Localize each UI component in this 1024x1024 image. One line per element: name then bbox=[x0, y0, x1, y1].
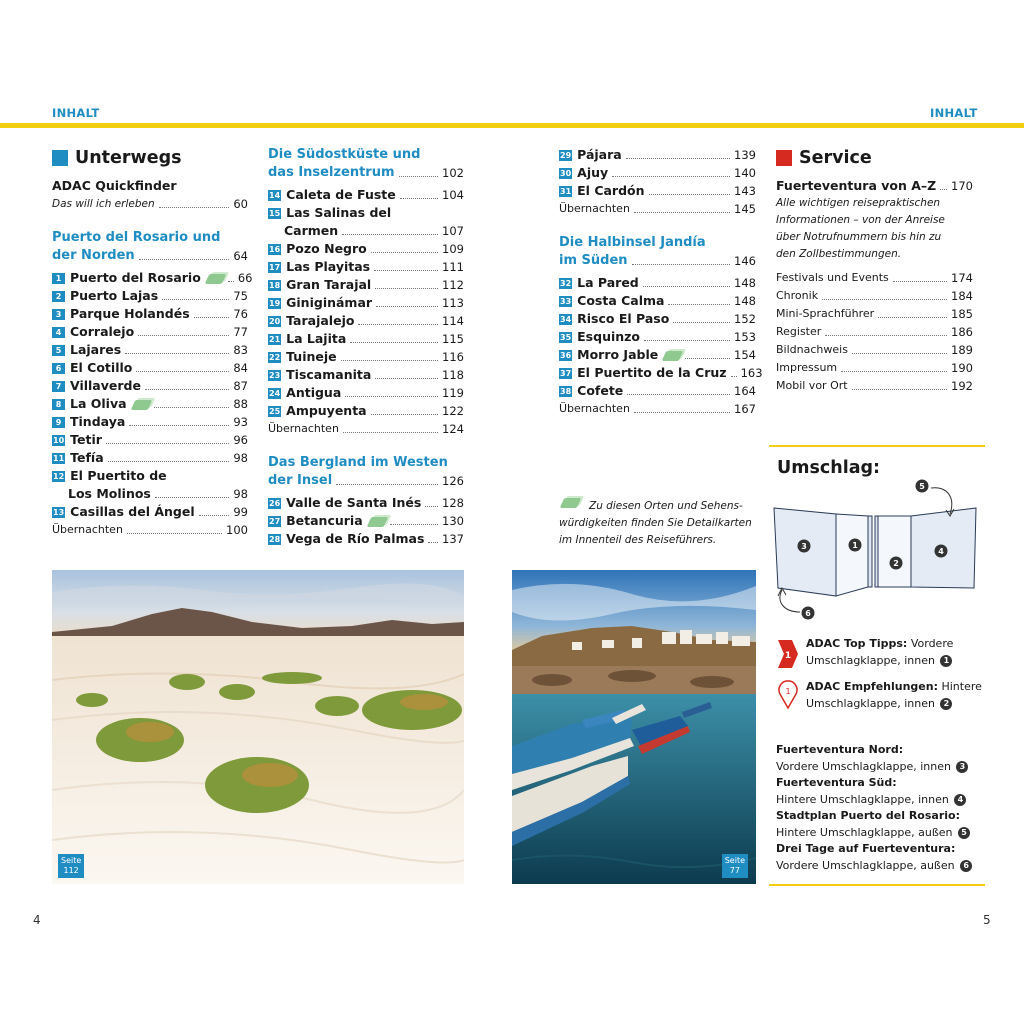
toc-column-4: Service Fuerteventura von A–Z 170 Alle wichtigen reisepraktischen Informationen – von der Anreise über Notrufnummern bis hin zu den Zollbestimmungen. Festivals und Events 174 Chronik 184 Mini-Sprachführer 185 Register 186 Bildnachweis 189 Impressum 190 Mobil vor Ort 192 bbox=[776, 148, 973, 393]
number-badge: 7 bbox=[52, 381, 65, 392]
cover-num-2: 2 bbox=[893, 559, 899, 568]
toc-entry-page: 116 bbox=[442, 350, 464, 364]
overnight-row[interactable]: Übernachten 124 bbox=[268, 422, 464, 436]
toc-entry-page: 98 bbox=[233, 451, 248, 465]
number-badge: 1 bbox=[940, 655, 952, 667]
number-badge: 17 bbox=[269, 263, 281, 272]
number-badge: 3 bbox=[52, 309, 65, 320]
number-badge: 29 bbox=[560, 151, 572, 160]
header-right: INHALT bbox=[930, 106, 978, 120]
toc-entry-page: 77 bbox=[233, 325, 248, 339]
number-badge: 26 bbox=[269, 499, 281, 508]
toc-entry-page: 148 bbox=[734, 294, 756, 308]
number-badge: 2 bbox=[940, 698, 952, 710]
toc-entry-page: 128 bbox=[442, 496, 464, 510]
number-badge: 34 bbox=[560, 315, 572, 324]
number-badge: 30 bbox=[560, 169, 572, 178]
service-entry[interactable]: Mini-Sprachführer 185 bbox=[776, 307, 973, 321]
map-icon bbox=[366, 517, 388, 527]
service-entry[interactable]: Mobil vor Ort 192 bbox=[776, 379, 973, 393]
number-badge: 1 bbox=[52, 273, 65, 284]
region-title: Die Südostküste und bbox=[268, 147, 421, 162]
toc-entry-page: 84 bbox=[233, 361, 248, 375]
toc-entry[interactable] bbox=[559, 164, 756, 182]
cover-title: Umschlag: bbox=[777, 458, 881, 478]
toc-entry-page: 163 bbox=[740, 366, 763, 380]
number-badge: 27 bbox=[269, 517, 281, 526]
toc-entry-name: Tuineje bbox=[286, 349, 337, 364]
cover-num-4: 4 bbox=[938, 547, 944, 556]
number-badge: 19 bbox=[269, 299, 281, 308]
service-list bbox=[776, 269, 973, 395]
number-badge: 24 bbox=[269, 389, 281, 398]
number-badge: 4 bbox=[52, 327, 65, 338]
number-badge: 33 bbox=[560, 297, 572, 306]
toc-entry[interactable] bbox=[559, 274, 756, 292]
quickfinder-row[interactable]: Das will ich erleben 60 bbox=[52, 197, 248, 211]
toc-entry-name: La Lajita bbox=[286, 331, 347, 346]
number-badge: 2 bbox=[52, 291, 65, 302]
region-row[interactable]: der Norden 64 bbox=[52, 248, 248, 263]
toc-entry-page: 140 bbox=[734, 166, 756, 180]
seite-badge: Seite 112 bbox=[58, 854, 84, 878]
toc-entry[interactable] bbox=[559, 346, 756, 364]
toc-column-2 bbox=[268, 146, 464, 548]
toc-list bbox=[268, 186, 464, 204]
toc-entry-page: 75 bbox=[233, 289, 248, 303]
toc-entry-name: Ajuy bbox=[577, 165, 609, 180]
toc-entry-name: Parque Holandés bbox=[70, 306, 190, 321]
toc-entry-name: El Puertito de la Cruz bbox=[577, 365, 727, 380]
toc-entry[interactable] bbox=[268, 494, 464, 512]
toc-entry[interactable] bbox=[268, 512, 464, 530]
toc-list bbox=[559, 274, 763, 400]
cover-num-1: 1 bbox=[852, 541, 858, 550]
toc-entry-page: 96 bbox=[233, 433, 248, 447]
toc-entry-page: 152 bbox=[734, 312, 756, 326]
toc-entry-page: 109 bbox=[442, 242, 464, 256]
toc-entry-page: 87 bbox=[233, 379, 248, 393]
empfehlungen-icon bbox=[777, 680, 799, 710]
toc-entry-name: La Oliva bbox=[70, 396, 127, 411]
toc-entry[interactable] bbox=[559, 364, 763, 382]
toc-entry-name: Vega de Río Palmas bbox=[286, 531, 425, 546]
toc-entry[interactable] bbox=[268, 530, 464, 548]
toc-entry[interactable] bbox=[52, 323, 248, 341]
toc-entry[interactable] bbox=[52, 431, 248, 449]
toc-entry[interactable] bbox=[559, 310, 756, 328]
number-badge: 22 bbox=[269, 353, 281, 362]
toc-entry-page: 93 bbox=[233, 415, 248, 429]
number-badge: 9 bbox=[52, 417, 65, 428]
toc-entry[interactable] bbox=[268, 348, 464, 366]
number-badge: 25 bbox=[269, 407, 281, 416]
toc-entry-page: 111 bbox=[442, 260, 464, 274]
toc-entry-name: Ampuyenta bbox=[286, 403, 367, 418]
page-number-left: 4 bbox=[33, 913, 41, 927]
cover-map-desc: Hintere Umschlagklappe, außen 5 bbox=[776, 825, 986, 842]
region-title: Die Halbinsel Jandía bbox=[559, 235, 706, 250]
square-icon bbox=[776, 150, 792, 166]
number-badge: 8 bbox=[52, 399, 65, 410]
quickfinder-title: ADAC Quickfinder bbox=[52, 178, 177, 193]
number-badge: 5 bbox=[52, 345, 65, 356]
toc-entry[interactable]: 12 El Puertito de bbox=[53, 468, 167, 483]
cover-num-6: 6 bbox=[805, 609, 811, 618]
toc-entry-page: 122 bbox=[442, 404, 464, 418]
toc-entry-page: 88 bbox=[233, 397, 248, 411]
cover-map-title: Drei Tage auf Fuerteventura: bbox=[776, 842, 956, 855]
toc-column-3 bbox=[559, 146, 763, 418]
number-badge: 14 bbox=[269, 191, 281, 200]
number-badge: 4 bbox=[954, 794, 966, 806]
toc-entry[interactable] bbox=[559, 382, 756, 400]
toc-entry-name: Tarajalejo bbox=[286, 313, 355, 328]
toc-entry-name: Corralejo bbox=[70, 324, 135, 339]
toc-entry-page: 119 bbox=[442, 386, 464, 400]
overnight-row[interactable]: Übernachten 100 bbox=[52, 523, 248, 537]
toc-list bbox=[268, 494, 464, 548]
region-title: Das Bergland im Westen bbox=[268, 455, 448, 470]
toc-column-1 bbox=[52, 147, 253, 539]
number-badge: 21 bbox=[269, 335, 281, 344]
toc-entry[interactable] bbox=[268, 384, 464, 402]
toc-entry[interactable] bbox=[52, 269, 253, 287]
toc-entry-page: 104 bbox=[442, 188, 464, 202]
header-rule bbox=[0, 123, 1024, 128]
toc-entry-name: Morro Jable bbox=[577, 347, 659, 362]
toc-entry[interactable] bbox=[268, 294, 464, 312]
square-icon bbox=[52, 150, 68, 166]
region-row[interactable]: der Insel 126 bbox=[268, 473, 464, 488]
toc-entry-name: Tiscamanita bbox=[286, 367, 372, 382]
toc-entry-name: Puerto del Rosario bbox=[70, 270, 201, 285]
toc-entry-name: Esquinzo bbox=[577, 329, 641, 344]
toc-entry-page: 143 bbox=[734, 184, 756, 198]
page-number-right: 5 bbox=[983, 913, 991, 927]
toc-entry-name: Gran Tarajal bbox=[286, 277, 372, 292]
photo-harbour bbox=[512, 570, 756, 884]
toc-entry-name: Valle de Santa Inés bbox=[286, 495, 422, 510]
region-title: Puerto del Rosario und bbox=[52, 230, 221, 245]
toc-entry[interactable] bbox=[52, 449, 248, 467]
toc-entry-page: 66 bbox=[237, 271, 253, 285]
toc-entry-page: 114 bbox=[442, 314, 464, 328]
cover-map-desc: Vordere Umschlagklappe, innen 3 bbox=[776, 759, 986, 776]
toc-entry-page: 153 bbox=[734, 330, 756, 344]
toc-entry-page: 112 bbox=[442, 278, 464, 292]
toc-entry-page: 115 bbox=[442, 332, 464, 346]
svg-text:1: 1 bbox=[784, 651, 792, 661]
number-badge: 5 bbox=[958, 827, 970, 839]
toc-entry-page: 113 bbox=[442, 296, 464, 310]
cover-map-desc: Vordere Umschlagklappe, außen 6 bbox=[776, 858, 986, 875]
toc-entry-name: Antigua bbox=[286, 385, 342, 400]
az-row[interactable]: Fuerteventura von A–Z 170 bbox=[776, 178, 973, 193]
number-badge: 6 bbox=[960, 860, 972, 872]
map-icon bbox=[130, 400, 152, 410]
toc-entry-name: Giniginámar bbox=[286, 295, 373, 310]
divider-top bbox=[769, 445, 985, 447]
toc-entry[interactable] bbox=[268, 186, 464, 204]
harbour-image bbox=[512, 570, 756, 884]
overnight-row[interactable]: Übernachten 145 bbox=[559, 202, 756, 216]
number-badge: 16 bbox=[269, 245, 281, 254]
cover-map-title: Stadtplan Puerto del Rosario: bbox=[776, 809, 960, 822]
toc-entry-name: Puerto Lajas bbox=[70, 288, 159, 303]
toc-entry-name: Betancuria bbox=[286, 513, 363, 528]
empfehlungen-text: ADAC Empfehlungen: Hintere Umschlagklappe, innen 2 bbox=[806, 680, 982, 710]
number-badge: 6 bbox=[52, 363, 65, 374]
number-badge: 37 bbox=[560, 369, 572, 378]
service-entry[interactable]: Chronik 184 bbox=[776, 289, 973, 303]
toc-entry[interactable] bbox=[52, 305, 248, 323]
toc-entry-name: El Cardón bbox=[577, 183, 645, 198]
toc-entry-page: 164 bbox=[734, 384, 756, 398]
number-badge: 20 bbox=[269, 317, 281, 326]
toc-entry[interactable] bbox=[268, 276, 464, 294]
toc-entry-page: 118 bbox=[442, 368, 464, 382]
toc-entry-continuation[interactable]: Carmen 107 bbox=[284, 223, 464, 238]
number-badge: 3 bbox=[956, 761, 968, 773]
toc-entry-name: Risco El Paso bbox=[577, 311, 670, 326]
section-service: Service bbox=[776, 147, 973, 169]
map-icon bbox=[662, 351, 684, 361]
toc-entry[interactable]: 15 Las Salinas del bbox=[269, 205, 392, 220]
toc-entry-name: Tefía bbox=[70, 450, 104, 465]
toc-entry[interactable] bbox=[559, 146, 756, 164]
toc-entry[interactable] bbox=[52, 413, 248, 431]
region-row[interactable]: das Inselzentrum 102 bbox=[268, 165, 464, 180]
toc-entry[interactable] bbox=[559, 182, 756, 200]
top-tipps-icon bbox=[776, 638, 800, 670]
service-entry[interactable]: Bildnachweis 189 bbox=[776, 343, 973, 357]
number-badge: 10 bbox=[53, 436, 65, 445]
toc-entry-page: 154 bbox=[734, 348, 756, 362]
toc-entry-name: La Pared bbox=[577, 275, 639, 290]
toc-entry[interactable] bbox=[559, 292, 756, 310]
number-badge: 11 bbox=[53, 454, 65, 463]
number-badge: 32 bbox=[560, 279, 572, 288]
number-badge: 28 bbox=[269, 535, 281, 544]
cover-num-5: 5 bbox=[919, 482, 925, 491]
cover-num-3: 3 bbox=[801, 542, 807, 551]
toc-entry-name: Villaverde bbox=[70, 378, 141, 393]
toc-entry[interactable] bbox=[268, 240, 464, 258]
toc-entry-name: El Cotillo bbox=[70, 360, 133, 375]
toc-entry-name: Costa Calma bbox=[577, 293, 665, 308]
cover-map-desc: Hintere Umschlagklappe, innen 4 bbox=[776, 792, 986, 809]
toc-list bbox=[559, 146, 756, 200]
toc-entry-page: 137 bbox=[442, 532, 464, 546]
seite-badge: Seite 77 bbox=[722, 854, 748, 878]
toc-entry[interactable] bbox=[268, 312, 464, 330]
cover-diagram bbox=[768, 474, 984, 624]
toc-entry-page: 83 bbox=[233, 343, 248, 357]
number-badge: 35 bbox=[560, 333, 572, 342]
photo-dunes bbox=[52, 570, 464, 884]
header-left: INHALT bbox=[52, 106, 100, 120]
toc-entry[interactable] bbox=[52, 341, 248, 359]
dunes-image bbox=[52, 570, 464, 884]
cover-maps-list bbox=[776, 742, 986, 874]
toc-entry-name: Tindaya bbox=[70, 414, 126, 429]
number-badge: 38 bbox=[560, 387, 572, 396]
cover-map-title: Fuerteventura Süd: bbox=[776, 776, 897, 789]
cover-map-title: Fuerteventura Nord: bbox=[776, 743, 904, 756]
toc-entry[interactable] bbox=[52, 287, 248, 305]
toc-entry-name: Pájara bbox=[577, 147, 622, 162]
toc-entry[interactable] bbox=[559, 328, 756, 346]
toc-entry[interactable] bbox=[52, 377, 248, 395]
top-tipps-text: ADAC Top Tipps: Vordere Umschlagklappe, innen 1 bbox=[806, 637, 954, 667]
service-entry[interactable]: Register 186 bbox=[776, 325, 973, 339]
toc-list bbox=[268, 240, 464, 420]
number-badge: 36 bbox=[560, 351, 572, 360]
service-entry[interactable]: Impressum 190 bbox=[776, 361, 973, 375]
number-badge: 18 bbox=[269, 281, 281, 290]
divider-bottom bbox=[769, 884, 985, 886]
toc-entry-page: 130 bbox=[442, 514, 464, 528]
service-entry[interactable]: Festivals und Events 174 bbox=[776, 271, 973, 285]
toc-entry[interactable] bbox=[52, 359, 248, 377]
region-row[interactable]: im Süden 146 bbox=[559, 253, 756, 268]
toc-entry-name: Cofete bbox=[577, 383, 624, 398]
toc-entry[interactable] bbox=[268, 258, 464, 276]
toc-entry[interactable] bbox=[268, 402, 464, 420]
toc-entry-page: 148 bbox=[734, 276, 756, 290]
map-icon bbox=[204, 274, 226, 284]
section-unterwegs: Unterwegs bbox=[52, 147, 248, 169]
number-badge: 23 bbox=[269, 371, 281, 380]
toc-entry-page: 139 bbox=[734, 148, 756, 162]
toc-entry-name: Las Playitas bbox=[286, 259, 371, 274]
toc-entry-continuation[interactable]: Los Molinos 98 bbox=[68, 486, 248, 501]
toc-entry[interactable] bbox=[268, 366, 464, 384]
toc-entry-name: Lajares bbox=[70, 342, 122, 357]
svg-text:1: 1 bbox=[785, 687, 791, 696]
number-badge: 31 bbox=[560, 187, 572, 196]
toc-entry-name: Caleta de Fuste bbox=[286, 187, 396, 202]
toc-entry-name: Tetir bbox=[70, 432, 102, 447]
toc-entry-name: Pozo Negro bbox=[286, 241, 367, 256]
toc-entry-page: 76 bbox=[233, 307, 248, 321]
toc-entry[interactable]: 13 Casillas del Ángel 99 bbox=[53, 504, 248, 519]
map-legend: Zu diesen Orten und Sehens- würdigkeiten finden Sie Detailkarten im Innenteil des Reiseführers. bbox=[559, 500, 752, 546]
toc-list bbox=[52, 269, 253, 467]
toc-entry[interactable] bbox=[268, 330, 464, 348]
toc-entry[interactable] bbox=[52, 395, 248, 413]
overnight-row[interactable]: Übernachten 167 bbox=[559, 402, 756, 416]
